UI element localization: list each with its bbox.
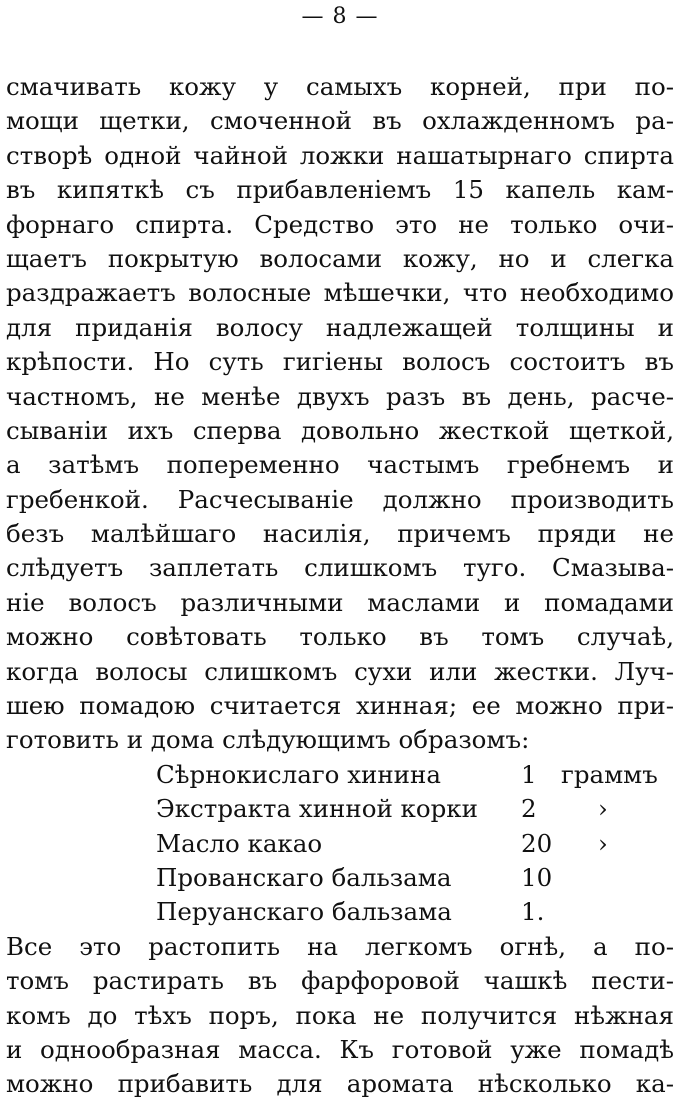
text-line: форнаго спирта. Средство это не только очи- bbox=[6, 209, 674, 239]
text-line: когда волосы слишкомъ сухи или жестки. Луч- bbox=[6, 656, 674, 686]
page-text bbox=[6, 70, 674, 1102]
page-number: — 8 — bbox=[301, 4, 379, 29]
recipe-quantity: 10 bbox=[521, 862, 553, 892]
text-line: створѣ одной чайной ложки нашатырнаго спирта bbox=[6, 140, 674, 170]
text-line: сываніи ихъ сперва довольно жесткой щеткой, bbox=[6, 415, 674, 445]
recipe-quantity: 20 bbox=[521, 828, 553, 858]
text-line: смачивать кожу у самыхъ корней, при по- bbox=[6, 72, 674, 101]
recipe-ingredient: Масло какао bbox=[156, 828, 323, 858]
text-line: гребенкой. Расчесываніе должно производить bbox=[6, 484, 674, 514]
recipe-unit-ditto: › bbox=[598, 794, 608, 824]
text-line: въ кипяткѣ съ прибавленіемъ 15 капель кам- bbox=[6, 175, 674, 205]
text-line: готовить и дома слѣдующимъ образомъ: bbox=[6, 725, 530, 755]
text-line: Все это растопить на легкомъ огнѣ, а по- bbox=[6, 931, 674, 961]
recipe-unit: граммъ bbox=[561, 759, 658, 789]
recipe-row bbox=[6, 792, 674, 826]
recipe-row bbox=[6, 827, 674, 861]
text-line: и однообразная масса. Къ готовой уже помадѣ bbox=[6, 1034, 674, 1064]
recipe-ingredient: Экстракта хинной корки bbox=[156, 794, 478, 824]
text-line: шею помадою считается хинная; ее можно при- bbox=[6, 691, 674, 721]
recipe-row bbox=[6, 758, 674, 792]
text-line: мощи щетки, смоченной въ охлажденномъ ра- bbox=[6, 106, 674, 136]
recipe-row bbox=[6, 895, 674, 929]
text-line: безъ малѣйшаго насилія, причемъ пряди не bbox=[6, 519, 674, 549]
text-line: для приданія волосу надлежащей толщины и bbox=[6, 312, 674, 342]
text-line: можно совѣтовать только въ томъ случаѣ, bbox=[6, 622, 674, 652]
text-line: крѣпости. Но суть гигіены волосъ состоитъ въ bbox=[6, 347, 674, 377]
recipe-ingredient: Прованскаго бальзама bbox=[156, 862, 452, 892]
text-line: а затѣмъ попеременно частымъ гребнемъ и bbox=[6, 450, 674, 480]
text-line: частномъ, не менѣе двухъ разъ въ день, расче- bbox=[6, 381, 674, 411]
text-line: можно прибавить для аромата нѣсколько ка- bbox=[6, 1069, 674, 1099]
text-line: щаетъ покрытую волосами кожу, но и слегка bbox=[6, 243, 674, 273]
recipe-row bbox=[6, 861, 674, 895]
recipe-ingredient: Сѣрнокислаго хинина bbox=[156, 759, 441, 789]
text-line: раздражаетъ волосные мѣшечки, что необходимо bbox=[6, 278, 674, 308]
recipe-unit-ditto: › bbox=[598, 828, 608, 858]
recipe-quantity: 1. bbox=[521, 897, 545, 927]
recipe-quantity: 2 bbox=[521, 794, 537, 824]
text-line: ніе волосъ различными маслами и помадами bbox=[6, 587, 674, 617]
text-line: комъ до тѣхъ поръ, пока не получится нѣжная bbox=[6, 1000, 674, 1030]
recipe-quantity: 1 bbox=[521, 759, 537, 789]
text-line: слѣдуетъ заплетать слишкомъ туго. Смазыва- bbox=[6, 553, 674, 583]
text-line: томъ растирать въ фарфоровой чашкѣ пести- bbox=[6, 966, 674, 996]
recipe-ingredient: Перуанскаго бальзама bbox=[156, 897, 452, 927]
